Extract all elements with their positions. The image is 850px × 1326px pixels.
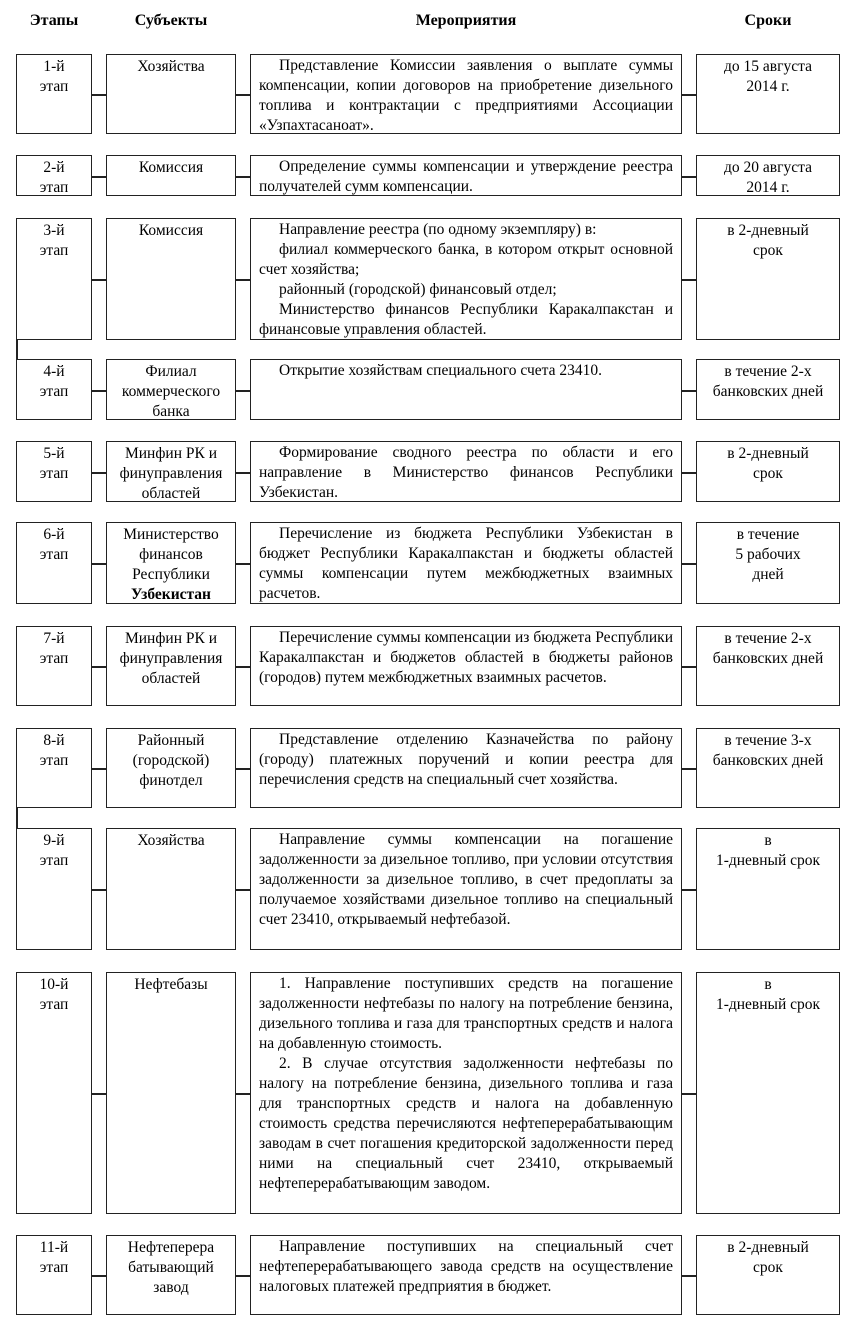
connector-line	[682, 666, 696, 668]
vertical-connector-line	[16, 808, 18, 828]
subject-label: финотдел	[139, 772, 203, 789]
subject-label: завод	[153, 1279, 189, 1296]
action-box-6	[250, 522, 682, 604]
action-box-8	[250, 728, 682, 808]
connector-line	[236, 176, 250, 178]
term-label: 1-дневный срок	[715, 996, 821, 1013]
term-label: банковских дней	[712, 383, 824, 400]
stage-box-5	[16, 441, 92, 502]
stage-box-10	[16, 972, 92, 1214]
stage-box-8	[16, 728, 92, 808]
stage-label: 2-й	[43, 159, 65, 176]
term-label: 2014 г.	[746, 179, 790, 196]
action-text: филиал коммерческого банка, в котором открыт основной счет хозяйства;	[259, 241, 673, 278]
stage-label: 10-й	[39, 976, 69, 993]
subject-box-8	[106, 728, 236, 808]
action-box-3	[250, 218, 682, 340]
stage-label: 3-й	[43, 222, 65, 239]
stage-box-6	[16, 522, 92, 604]
connector-line	[92, 889, 106, 891]
subject-box-1	[106, 54, 236, 134]
subject-box-6	[106, 522, 236, 604]
action-box-2	[250, 155, 682, 196]
term-label: 2014 г.	[746, 78, 790, 95]
term-label: срок	[753, 242, 783, 259]
connector-line	[92, 666, 106, 668]
stage-label: этап	[39, 179, 69, 196]
action-box-10	[250, 972, 682, 1214]
action-text: 2. В случае отсутствия задолженности нефтебазы по налогу на потребление бензина, дизельного топлива и газа для транспортных средств и налога на добавленную стоимость средства перечисляются нефтеперерабатывающим заводам в счет погашения кредиторской задолженности перед ними на специальный счет 23410, открываемый нефтеперерабатывающим заводом.	[259, 1055, 673, 1192]
connector-line	[92, 472, 106, 474]
subject-label: банка	[152, 403, 190, 420]
action-text: Министерство финансов Республики Каракалпакстан и финансовые управления областей.	[259, 301, 673, 338]
term-box-7	[696, 626, 840, 706]
term-box-10	[696, 972, 840, 1214]
connector-line	[682, 1275, 696, 1277]
subject-label: Нефтебазы	[134, 976, 208, 993]
action-text: Перечисление из бюджета Республики Узбекистан в бюджет Республики Каракалпакстан и бюджеты областей суммы компенсации путем межбюджетных взаимных расчетов.	[259, 525, 673, 602]
subject-label: финуправления	[119, 465, 223, 482]
connector-line	[92, 563, 106, 565]
connector-line	[236, 768, 250, 770]
subject-label: областей	[141, 670, 201, 687]
connector-line	[236, 390, 250, 392]
subject-box-9	[106, 828, 236, 950]
connector-line	[682, 94, 696, 96]
subject-label: Министерство	[123, 526, 219, 543]
term-box-5	[696, 441, 840, 502]
term-box-4	[696, 359, 840, 420]
stage-label: 1-й	[43, 58, 65, 75]
stage-label: 7-й	[43, 630, 65, 647]
term-label: банковских дней	[712, 752, 824, 769]
term-box-2	[696, 155, 840, 196]
term-label: в течение 3-х	[724, 732, 812, 749]
term-label: в 2-дневный	[727, 445, 809, 462]
action-box-1	[250, 54, 682, 134]
stage-box-3	[16, 218, 92, 340]
stage-label: этап	[39, 650, 69, 667]
action-box-11	[250, 1235, 682, 1315]
connector-line	[92, 1275, 106, 1277]
connector-line	[682, 768, 696, 770]
stage-box-11	[16, 1235, 92, 1315]
term-label: до 15 августа	[724, 58, 812, 75]
subject-label: коммерческого	[121, 383, 221, 400]
connector-line	[92, 1093, 106, 1095]
connector-line	[236, 1093, 250, 1095]
term-label: в течение 2-х	[724, 630, 812, 647]
stage-label: 4-й	[43, 363, 65, 380]
term-label: 1-дневный срок	[715, 852, 821, 869]
action-text: Направление поступивших на специальный счет нефтеперерабатывающего завода средств на осуществление налоговых платежей предприятия в бюджет.	[259, 1238, 673, 1295]
subject-box-5	[106, 441, 236, 502]
stage-box-9	[16, 828, 92, 950]
stage-label: этап	[39, 996, 69, 1013]
connector-line	[236, 889, 250, 891]
term-label: в течение 2-х	[724, 363, 812, 380]
action-box-7	[250, 626, 682, 706]
connector-line	[682, 563, 696, 565]
subject-box-11	[106, 1235, 236, 1315]
subject-box-2	[106, 155, 236, 196]
stage-label: 11-й	[39, 1239, 69, 1256]
action-box-4	[250, 359, 682, 420]
subject-box-4	[106, 359, 236, 420]
subject-label: Узбекистан	[131, 586, 211, 603]
term-label: 5 рабочих	[735, 546, 801, 563]
subject-label: Районный	[137, 732, 205, 749]
term-label: в течение	[736, 526, 800, 543]
stage-label: этап	[39, 242, 69, 259]
header-stages: Этапы	[29, 12, 79, 29]
connector-line	[236, 1275, 250, 1277]
stage-label: этап	[39, 78, 69, 95]
term-box-8	[696, 728, 840, 808]
action-text: Представление отделению Казначейства по району (городу) платежных поручений и копии реестра для перечисления средств на специальный счет хозяйства.	[259, 731, 673, 788]
header-actions: Мероприятия	[415, 12, 517, 29]
stage-label: этап	[39, 465, 69, 482]
connector-line	[92, 390, 106, 392]
term-label: в 2-дневный	[727, 222, 809, 239]
action-text: Представление Комиссии заявления о выплате суммы компенсации, копии договоров на приобретение дизельного топлива и контрактации с предприятиями Ассоциации «Узпахтасаноат».	[259, 57, 673, 134]
subject-box-7	[106, 626, 236, 706]
term-box-11	[696, 1235, 840, 1315]
header-terms: Сроки	[744, 12, 792, 29]
stage-label: этап	[39, 546, 69, 563]
action-text: Формирование сводного реестра по области и его направление в Министерство финансов Республики Узбекистан.	[259, 444, 673, 501]
action-text: Перечисление суммы компенсации из бюджета Республики Каракалпакстан и бюджетов областей в бюджеты районов (городов) путем межбюджетных взаимных расчетов.	[259, 629, 673, 686]
stage-box-2	[16, 155, 92, 196]
action-text: Определение суммы компенсации и утверждение реестра получателей сумм компенсации.	[259, 158, 673, 195]
stage-label: 5-й	[43, 445, 65, 462]
subject-label: финансов	[139, 546, 203, 563]
subject-box-10	[106, 972, 236, 1214]
action-text: Направление суммы компенсации на погашение задолженности за дизельное топливо, при условии отсутствия задолженности за дизельное топливо, в счет предоплаты за получаемое хозяйствами дизельное топливо на специальный счет 23410, открываемый нефтебазой.	[259, 831, 673, 928]
action-box-5	[250, 441, 682, 502]
action-text: районный (городской) финансовый отдел;	[279, 281, 557, 298]
connector-line	[236, 563, 250, 565]
subject-box-3	[106, 218, 236, 340]
stage-label: этап	[39, 752, 69, 769]
connector-line	[682, 176, 696, 178]
subject-label: Комиссия	[138, 222, 204, 239]
term-label: дней	[752, 566, 784, 583]
stage-box-7	[16, 626, 92, 706]
subject-label: Минфин РК и	[124, 630, 217, 647]
connector-line	[236, 279, 250, 281]
subject-label: Минфин РК и	[124, 445, 217, 462]
subject-label: областей	[141, 485, 201, 502]
header-subjects: Субъекты	[134, 12, 208, 29]
term-box-9	[696, 828, 840, 950]
term-label: в	[764, 976, 772, 993]
connector-line	[682, 1093, 696, 1095]
connector-line	[682, 472, 696, 474]
stage-label: этап	[39, 383, 69, 400]
connector-line	[236, 666, 250, 668]
subject-label: Хозяйства	[137, 58, 205, 75]
subject-label: батывающий	[128, 1259, 214, 1276]
term-box-3	[696, 218, 840, 340]
action-text: 1. Направление поступивших средств на погашение задолженности нефтебазы по налогу на потребление бензина, дизельного топлива и газа для транспортных средств и налога на добавленную стоимость.	[259, 975, 673, 1052]
term-label: в	[764, 832, 772, 849]
term-label: в 2-дневный	[727, 1239, 809, 1256]
term-box-6	[696, 522, 840, 604]
subject-label: (городской)	[132, 752, 210, 769]
connector-line	[236, 94, 250, 96]
connector-line	[682, 279, 696, 281]
action-text: Направление реестра (по одному экземпляру) в:	[279, 221, 597, 238]
stage-box-1	[16, 54, 92, 134]
subject-label: Комиссия	[138, 159, 204, 176]
stage-label: 8-й	[43, 732, 65, 749]
term-label: банковских дней	[712, 650, 824, 667]
action-box-9	[250, 828, 682, 950]
subject-label: Республики	[132, 566, 210, 583]
connector-line	[92, 279, 106, 281]
connector-line	[92, 94, 106, 96]
term-label: срок	[753, 465, 783, 482]
subject-label: финуправления	[119, 650, 223, 667]
subject-label: Хозяйства	[137, 832, 205, 849]
connector-line	[236, 472, 250, 474]
term-label: до 20 августа	[724, 159, 812, 176]
connector-line	[682, 390, 696, 392]
vertical-connector-line	[16, 340, 18, 359]
action-text: Открытие хозяйствам специального счета 23410.	[279, 362, 602, 379]
stage-label: 9-й	[43, 832, 65, 849]
term-box-1	[696, 54, 840, 134]
subject-label: Нефтеперера	[127, 1239, 215, 1256]
term-label: срок	[753, 1259, 783, 1276]
connector-line	[92, 176, 106, 178]
subject-label: Филиал	[145, 363, 197, 380]
connector-line	[92, 768, 106, 770]
stage-label: этап	[39, 1259, 69, 1276]
stage-box-4	[16, 359, 92, 420]
connector-line	[682, 889, 696, 891]
stage-label: 6-й	[43, 526, 65, 543]
stage-label: этап	[39, 852, 69, 869]
